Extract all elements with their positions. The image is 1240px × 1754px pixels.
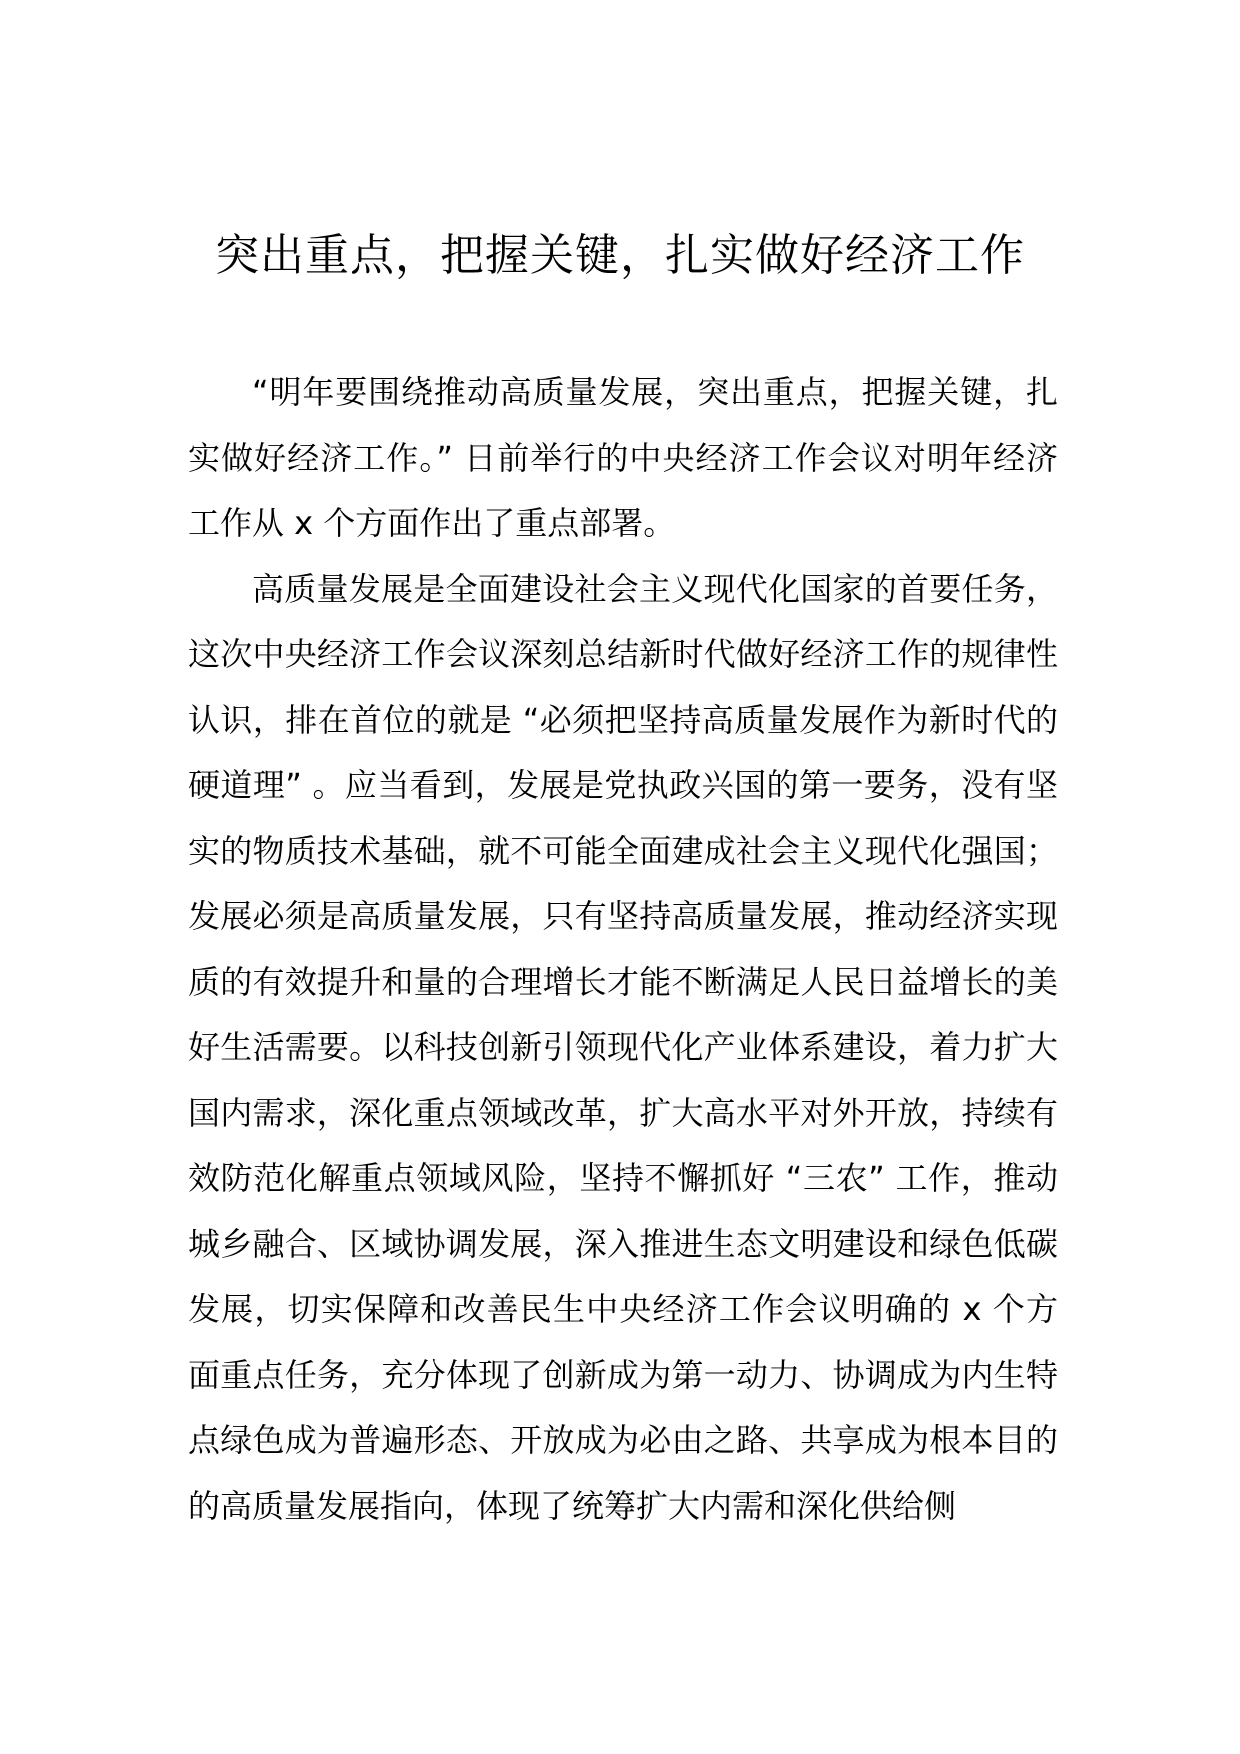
document-body	[188, 360, 1058, 1539]
paragraph-main: 高质量发展是全面建设社会主义现代化国家的首要任务，这次中央经济工作会议深刻总结新时代做好经济工作的规律性认识，排在首位的就是 “必须把坚持高质量发展作为新时代的硬道理” 。应当看到，发展是党执政兴国的第一要务，没有坚实的物质技术基础，就不可能全面建成社会主义现代化强国；发展必须是高质量发展，只有坚持高质量发展，推动经济实现质的有效提升和量的合理增长才能不断满足人民日益增长的美好生活需要。以科技创新引领现代化产业体系建设，着力扩大国内需求，深化重点领域改革，扩大高水平对外开放，持续有效防范化解重点领域风险，坚持不懈抓好 “三农” 工作，推动城乡融合、区域协调发展，深入推进生态文明建设和绿色低碳发展，切实保障和改善民生中央经济工作会议明确的 x 个方面重点任务，充分体现了创新成为第一动力、协调成为内生特点绿色成为普遍形态、开放成为必由之路、共享成为根本目的的高质量发展指向，体现了统筹扩大内需和深化供给侧	[188, 569, 1058, 1525]
paragraph-intro: “明年要围绕推动高质量发展，突出重点，把握关键，扎实做好经济工作。” 日前举行的中央经济工作会议对明年经济工作从 x 个方面作出了重点部署。	[188, 373, 1058, 542]
document-title: 突出重点，把握关键，扎实做好经济工作	[215, 230, 1025, 281]
